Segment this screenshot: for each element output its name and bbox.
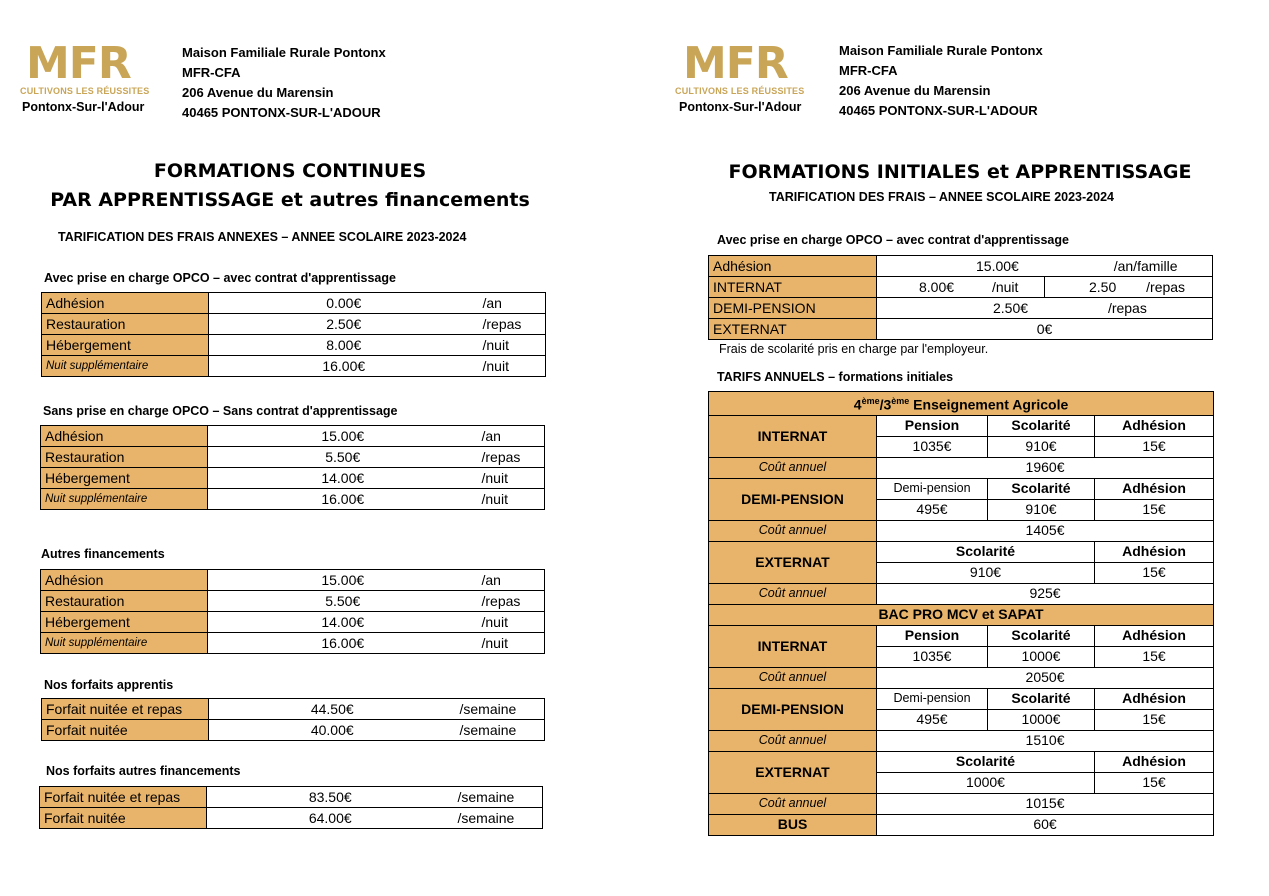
- row-value: 16.00€: [209, 356, 479, 377]
- title-part: /3: [879, 396, 892, 413]
- table-row: [42, 293, 546, 314]
- row-value: [877, 256, 1213, 277]
- row-unit: /nuit: [479, 356, 546, 377]
- col-header: Scolarité: [988, 415, 1095, 436]
- logo-city: Pontonx-Sur-l'Adour: [22, 100, 145, 114]
- regime-label: INTERNAT: [709, 625, 877, 667]
- row-unit: /nuit: [478, 612, 545, 633]
- title-part: Enseignement Agricole: [909, 396, 1069, 413]
- col-header: Adhésion: [1095, 625, 1214, 646]
- row-unit: /repas: [478, 591, 545, 612]
- col-header: Scolarité: [877, 751, 1095, 772]
- row-value: [877, 298, 1213, 319]
- fees-table-no-opco: [40, 425, 545, 510]
- table-row: [709, 541, 1214, 562]
- cout-annuel-label: Coût annuel: [709, 520, 877, 541]
- cout-annuel-label: Coût annuel: [709, 457, 877, 478]
- col-header: Scolarité: [988, 688, 1095, 709]
- row-unit: /semaine: [456, 699, 545, 720]
- table-row: [709, 751, 1214, 772]
- unit-text: /repas: [1107, 299, 1147, 316]
- title-sup: ème: [891, 396, 910, 406]
- logo-city: Pontonx-Sur-l'Adour: [679, 100, 802, 114]
- col-header: Adhésion: [1095, 688, 1214, 709]
- address-line: 40465 PONTONX-SUR-L'ADOUR: [182, 105, 381, 120]
- cout-annuel-label: Coût annuel: [709, 583, 877, 604]
- cell-value: 1035€: [877, 646, 988, 667]
- address-line: 206 Avenue du Marensin: [839, 83, 991, 98]
- row-label: Forfait nuitée et repas: [40, 787, 207, 808]
- table-row: [709, 793, 1214, 814]
- row-value: [1045, 277, 1213, 298]
- fees-table-opco: [41, 292, 546, 377]
- table-row: [709, 478, 1214, 499]
- table-row: [41, 468, 545, 489]
- section-heading: Avec prise en charge OPCO – avec contrat d'apprentissage: [44, 271, 396, 285]
- cell-value: 1035€: [877, 436, 988, 457]
- col-header: Adhésion: [1095, 751, 1214, 772]
- row-label: Nuit supplémentaire: [41, 633, 208, 654]
- table-row: [40, 787, 543, 808]
- row-value: 5.50€: [208, 447, 478, 468]
- block-title: BAC PRO MCV et SAPAT: [709, 604, 1214, 625]
- row-unit: /an: [478, 570, 545, 591]
- table-row: [42, 720, 545, 741]
- cell-value: 1000€: [988, 646, 1095, 667]
- right-subtitle: TARIFICATION DES FRAIS – ANNEE SCOLAIRE 2023-2024: [769, 190, 1114, 204]
- total-value: 1405€: [877, 520, 1214, 541]
- row-value: 15.00€: [208, 426, 478, 447]
- row-value: 2.50€: [209, 314, 479, 335]
- row-label: Forfait nuitée: [40, 808, 207, 829]
- row-label: Hébergement: [41, 612, 208, 633]
- col-header: Scolarité: [988, 478, 1095, 499]
- address-block: [839, 41, 1043, 121]
- forfaits-apprentis-table: [41, 698, 545, 741]
- left-title-2: PAR APPRENTISSAGE et autres financements: [50, 189, 530, 211]
- col-header: Scolarité: [877, 541, 1095, 562]
- section-heading: Nos forfaits apprentis: [44, 678, 174, 692]
- row-value: 16.00€: [208, 633, 478, 654]
- left-subtitle: TARIFICATION DES FRAIS ANNEXES – ANNEE SCOLAIRE 2023-2024: [58, 230, 467, 244]
- address-line: MFR-CFA: [839, 63, 898, 78]
- row-label: Adhésion: [42, 293, 209, 314]
- logo-slogan: CULTIVONS LES RÉUSSITES: [20, 86, 150, 96]
- col-header: Adhésion: [1095, 478, 1214, 499]
- title-part: 4: [853, 396, 862, 413]
- opco-table: [708, 255, 1213, 340]
- table-row: [709, 688, 1214, 709]
- forfaits-autres-table: [39, 786, 543, 829]
- bus-value: 60€: [877, 814, 1214, 835]
- row-label: Adhésion: [709, 256, 877, 277]
- row-label: Restauration: [42, 314, 209, 335]
- table-row: [41, 426, 545, 447]
- unit-text: /repas: [1146, 278, 1186, 295]
- address-line: 206 Avenue du Marensin: [182, 85, 334, 100]
- col-header: Scolarité: [988, 625, 1095, 646]
- row-value: 0.00€: [209, 293, 479, 314]
- annual-fees-table: [708, 391, 1214, 836]
- col-header: Demi-pension: [877, 478, 988, 499]
- table-row: [41, 447, 545, 468]
- cell-value: 15€: [1095, 709, 1214, 730]
- row-value: 0€: [877, 319, 1213, 340]
- bus-label: BUS: [709, 814, 877, 835]
- row-label: Hébergement: [41, 468, 208, 489]
- row-label: INTERNAT: [709, 277, 877, 298]
- row-unit: /repas: [479, 314, 546, 335]
- row-label: EXTERNAT: [709, 319, 877, 340]
- table-row: [41, 633, 545, 654]
- row-label: Hébergement: [42, 335, 209, 356]
- cell-value: 1000€: [988, 709, 1095, 730]
- table-row: [709, 667, 1214, 688]
- row-unit: /nuit: [478, 633, 545, 654]
- total-value: 1510€: [877, 730, 1214, 751]
- section-heading: Sans prise en charge OPCO – Sans contrat d'apprentissage: [43, 404, 398, 418]
- row-unit: /nuit: [478, 468, 545, 489]
- row-label: Forfait nuitée et repas: [42, 699, 209, 720]
- address-line: Maison Familiale Rurale Pontonx: [182, 45, 386, 60]
- value-text: 8.00€: [919, 278, 955, 295]
- regime-label: EXTERNAT: [709, 541, 877, 583]
- row-label: DEMI-PENSION: [709, 298, 877, 319]
- row-value: 14.00€: [208, 612, 478, 633]
- table-row: [42, 335, 546, 356]
- value-text: 2.50€: [993, 299, 1029, 316]
- table-row: [41, 612, 545, 633]
- col-header: Adhésion: [1095, 415, 1214, 436]
- right-title: FORMATIONS INITIALES et APPRENTISSAGE: [728, 161, 1192, 183]
- table-row: [41, 591, 545, 612]
- row-label: Restauration: [41, 447, 208, 468]
- table-row: [709, 730, 1214, 751]
- row-value: 16.00€: [208, 489, 478, 510]
- row-label: Forfait nuitée: [42, 720, 209, 741]
- total-value: 1960€: [877, 457, 1214, 478]
- table-row: [709, 256, 1213, 277]
- row-value: [877, 277, 1045, 298]
- total-value: 925€: [877, 583, 1214, 604]
- row-value: 14.00€: [208, 468, 478, 489]
- regime-label: INTERNAT: [709, 415, 877, 457]
- row-label: Nuit supplémentaire: [42, 356, 209, 377]
- opco-note: Frais de scolarité pris en charge par l'employeur.: [719, 342, 989, 356]
- table-row: [41, 489, 545, 510]
- cell-value: 15€: [1095, 772, 1214, 793]
- block-title-row: [709, 392, 1214, 416]
- cell-value: 910€: [877, 562, 1095, 583]
- row-label: Restauration: [41, 591, 208, 612]
- row-value: 44.50€: [209, 699, 456, 720]
- address-line: Maison Familiale Rurale Pontonx: [839, 43, 1043, 58]
- row-unit: /semaine: [454, 787, 543, 808]
- table-row: [709, 814, 1214, 835]
- table-row: [709, 457, 1214, 478]
- row-label: Nuit supplémentaire: [41, 489, 208, 510]
- col-header: Pension: [877, 415, 988, 436]
- col-header: Pension: [877, 625, 988, 646]
- cell-value: 15€: [1095, 562, 1214, 583]
- table-row: [709, 277, 1213, 298]
- row-value: 8.00€: [209, 335, 479, 356]
- table-row: [709, 625, 1214, 646]
- block-title: [709, 392, 1214, 416]
- unit-text: /an/famille: [1113, 257, 1178, 274]
- row-unit: /an: [479, 293, 546, 314]
- row-unit: /nuit: [479, 335, 546, 356]
- cell-value: 495€: [877, 709, 988, 730]
- section-heading: Autres financements: [41, 547, 165, 561]
- row-value: 5.50€: [208, 591, 478, 612]
- row-unit: /an: [478, 426, 545, 447]
- value-text: 2.50: [1089, 278, 1117, 295]
- row-value: 83.50€: [207, 787, 454, 808]
- table-row: [42, 699, 545, 720]
- title-sup: ème: [861, 396, 880, 406]
- cell-value: 15€: [1095, 436, 1214, 457]
- address-block: [182, 43, 386, 123]
- row-label: Adhésion: [41, 426, 208, 447]
- cell-value: 1000€: [877, 772, 1095, 793]
- row-unit: /nuit: [478, 489, 545, 510]
- mfr-logo: [20, 38, 176, 114]
- cout-annuel-label: Coût annuel: [709, 793, 877, 814]
- table-row: [41, 570, 545, 591]
- row-unit: /semaine: [456, 720, 545, 741]
- table-row: [709, 298, 1213, 319]
- section-heading: TARIFS ANNUELS – formations initiales: [717, 370, 954, 384]
- table-row: [709, 583, 1214, 604]
- col-header: Demi-pension: [877, 688, 988, 709]
- section-heading: Avec prise en charge OPCO – avec contrat d'apprentissage: [717, 233, 1069, 247]
- row-label: Adhésion: [41, 570, 208, 591]
- cell-value: 910€: [988, 436, 1095, 457]
- table-row: [42, 356, 546, 377]
- table-row: [40, 808, 543, 829]
- regime-label: DEMI-PENSION: [709, 478, 877, 520]
- left-title-1: FORMATIONS CONTINUES: [153, 160, 427, 182]
- total-value: 2050€: [877, 667, 1214, 688]
- address-line: 40465 PONTONX-SUR-L'ADOUR: [839, 103, 1038, 118]
- table-row: [709, 319, 1213, 340]
- regime-label: EXTERNAT: [709, 751, 877, 793]
- regime-label: DEMI-PENSION: [709, 688, 877, 730]
- logo-text: MFR: [683, 38, 788, 89]
- table-row: [709, 520, 1214, 541]
- row-value: 40.00€: [209, 720, 456, 741]
- logo-text: MFR: [26, 38, 131, 89]
- cout-annuel-label: Coût annuel: [709, 730, 877, 751]
- logo-slogan: CULTIVONS LES RÉUSSITES: [675, 86, 805, 96]
- fees-table-other: [40, 569, 545, 654]
- row-value: 64.00€: [207, 808, 454, 829]
- block-title-row: [709, 604, 1214, 625]
- col-header: Adhésion: [1095, 541, 1214, 562]
- cell-value: 495€: [877, 499, 988, 520]
- cout-annuel-label: Coût annuel: [709, 667, 877, 688]
- row-unit: /semaine: [454, 808, 543, 829]
- address-line: MFR-CFA: [182, 65, 241, 80]
- row-unit: /repas: [478, 447, 545, 468]
- cell-value: 15€: [1095, 646, 1214, 667]
- value-text: 15.00€: [976, 257, 1019, 274]
- cell-value: 910€: [988, 499, 1095, 520]
- unit-text: /nuit: [991, 278, 1019, 295]
- row-value: 15.00€: [208, 570, 478, 591]
- cell-value: 15€: [1095, 499, 1214, 520]
- table-row: [42, 314, 546, 335]
- mfr-logo: [675, 38, 833, 114]
- table-row: [709, 415, 1214, 436]
- section-heading: Nos forfaits autres financements: [46, 764, 241, 778]
- total-value: 1015€: [877, 793, 1214, 814]
